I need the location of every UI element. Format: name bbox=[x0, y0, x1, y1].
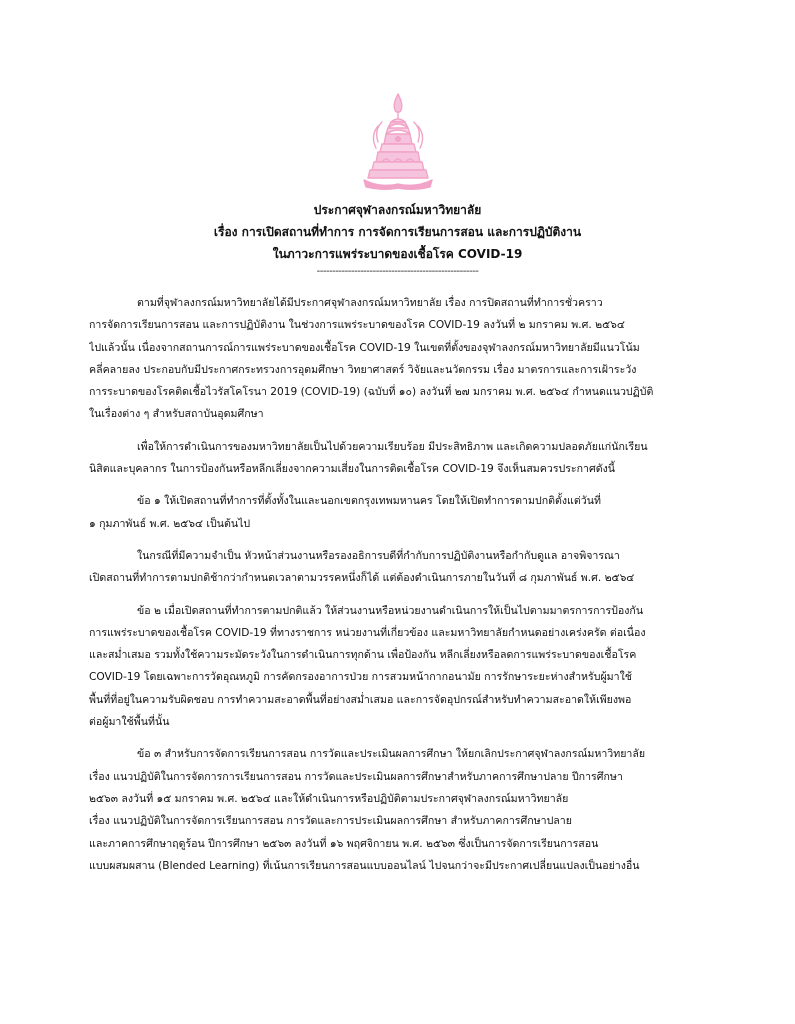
paragraph-clause-1 bbox=[89, 490, 713, 535]
document-header bbox=[0, 199, 795, 279]
text-line: ข้อ ๓ สำหรับการจัดการเรียนการสอน การวัดและประเมินผลการศึกษา ให้ยกเลิกประกาศจุฬาลงกรณ์มหาวิทยาลัย bbox=[137, 748, 646, 761]
text-line: แบบผสมผสาน (Blended Learning) ที่เน้นการเรียนการสอนแบบออนไลน์ ไปจนกว่าจะมีประกาศเปลี่ยนแปลงเป็นอย่างอื่น bbox=[89, 859, 640, 872]
paragraph-purpose bbox=[89, 436, 713, 481]
text-line: นิสิตและบุคลากร ในการป้องกันหรือหลีกเลี่ยงจากความเสี่ยงในการติดเชื้อโรค COVID-19 จึงเห็นสมควรประกาศดังนี้ bbox=[89, 463, 615, 476]
text-line: ข้อ ๒ เมื่อเปิดสถานที่ทำการตามปกติแล้ว ให้ส่วนงานหรือหน่วยงานดำเนินการให้เป็นไปตามมาตรการการป้องกัน bbox=[137, 604, 644, 617]
header-title: ประกาศจุฬาลงกรณ์มหาวิทยาลัย bbox=[313, 203, 482, 217]
document-body bbox=[89, 292, 713, 887]
university-emblem-icon bbox=[360, 92, 436, 192]
text-line: ในเรื่องต่าง ๆ สำหรับสถาบันอุดมศึกษา bbox=[89, 408, 264, 421]
paragraph-clause-2 bbox=[89, 600, 713, 734]
text-line: ไปแล้วนั้น เนื่องจากสถานการณ์การแพร่ระบาดของเชื้อโรค COVID-19 ในเขตที่ตั้งของจุฬาลงกรณ์มหาวิทยาลัยมีแนวโน้ม bbox=[89, 341, 640, 354]
text-line: COVID-19 โดยเฉพาะการวัดอุณหภูมิ การคัดกรองอาการป่วย การสวมหน้ากากอนามัย การรักษาระยะห่างสำหรับผู้มาใช้ bbox=[89, 671, 632, 684]
text-line: การแพร่ระบาดของเชื้อโรค COVID-19 ที่ทางราชการ หน่วยงานที่เกี่ยวข้อง และมหาวิทยาลัยกำหนดอย่างเคร่งครัด ต่อเนื่อง bbox=[89, 626, 646, 639]
text-line: เรื่อง แนวปฏิบัติในการจัดการการเรียนการสอน การวัดและประเมินผลการศึกษาสำหรับภาคการศึกษาปลาย ปีการศึกษา bbox=[89, 770, 623, 783]
header-subject: เรื่อง การเปิดสถานที่ทำการ การจัดการเรียนการสอน และการปฏิบัติงาน bbox=[213, 225, 582, 239]
text-line: คลี่คลายลง ประกอบกับมีประกาศกระทรวงการอุดมศึกษา วิทยาศาสตร์ วิจัยและนวัตกรรม เรื่อง มาตรการและการเฝ้าระวัง bbox=[89, 363, 637, 376]
text-line: เรื่อง แนวปฏิบัติในการจัดการเรียนการสอน การวัดและการประเมินผลการศึกษา สำหรับภาคการศึกษาปลาย bbox=[89, 815, 572, 828]
text-line: และสม่ำเสมอ รวมทั้งใช้ความระมัดระวังในการดำเนินการทุกด้าน เพื่อป้องกัน หลีกเลี่ยงหรือลดการแพร่ระบาดของเชื้อโรค bbox=[89, 649, 637, 662]
text-line: การจัดการเรียนการสอน และการปฏิบัติงาน ในช่วงการแพร่ระบาดของโรค COVID-19 ลงวันที่ ๒ มกราคม พ.ศ. ๒๕๖๔ bbox=[89, 319, 625, 332]
text-line: ข้อ ๑ ให้เปิดสถานที่ทำการที่ตั้งทั้งในและนอกเขตกรุงเทพมหานคร โดยให้เปิดทำการตามปกติตั้งแต่วันที่ bbox=[137, 495, 601, 508]
paragraph-clause-3 bbox=[89, 743, 713, 877]
header-divider: ---------------------------------------------------- bbox=[316, 266, 479, 277]
text-line: ต่อผู้มาใช้พื้นที่นั้น bbox=[89, 716, 170, 729]
text-line: การระบาดของโรคติดเชื้อไวรัสโคโรนา 2019 (COVID-19) (ฉบับที่ ๑๐) ลงวันที่ ๒๗ มกราคม พ.ศ. ๒๕๖๔ กำหนดแนวปฏิบัติ bbox=[89, 386, 654, 399]
paragraph-preamble bbox=[89, 292, 713, 426]
paragraph-clause-1-exception bbox=[89, 545, 713, 590]
text-line: พื้นที่ที่อยู่ในความรับผิดชอบ การทำความสะอาดพื้นที่อย่างสม่ำเสมอ และการจัดอุปกรณ์สำหรับทำความสะอาดให้เพียงพอ bbox=[89, 693, 632, 706]
text-line: ตามที่จุฬาลงกรณ์มหาวิทยาลัยได้มีประกาศจุฬาลงกรณ์มหาวิทยาลัย เรื่อง การปิดสถานที่ทำการชั่วคราว bbox=[137, 297, 603, 309]
text-line: และภาคการศึกษาฤดูร้อน ปีการศึกษา ๒๕๖๓ ลงวันที่ ๑๖ พฤศจิกายน พ.ศ. ๒๕๖๓ ซึ่งเป็นการจัดการเรียนการสอน bbox=[89, 837, 599, 850]
text-line: เปิดสถานที่ทำการตามปกติช้ากว่ากำหนดเวลาตามวรรคหนึ่งก็ได้ แต่ต้องดำเนินการภายในวันที่ ๘ กุมภาพันธ์ พ.ศ. ๒๕๖๔ bbox=[89, 572, 635, 585]
text-line: ๒๕๖๓ ลงวันที่ ๑๕ มกราคม พ.ศ. ๒๕๖๔ และให้ดำเนินการหรือปฏิบัติตามประกาศจุฬาลงกรณ์มหาวิทยาลัย bbox=[89, 792, 569, 805]
header-context: ในภาวะการแพร่ระบาดของเชื้อโรค COVID-19 bbox=[272, 247, 523, 261]
text-line: เพื่อให้การดำเนินการของมหาวิทยาลัยเป็นไปด้วยความเรียบร้อย มีประสิทธิภาพ และเกิดความปลอดภัยแก่นักเรียน bbox=[137, 440, 648, 453]
text-line: ๑ กุมภาพันธ์ พ.ศ. ๒๕๖๔ เป็นต้นไป bbox=[89, 517, 251, 530]
text-line: ในกรณีที่มีความจำเป็น หัวหน้าส่วนงานหรือรองอธิการบดีที่กำกับการปฏิบัติงานหรือกำกับดูแล อาจพิจารณา bbox=[137, 549, 620, 562]
